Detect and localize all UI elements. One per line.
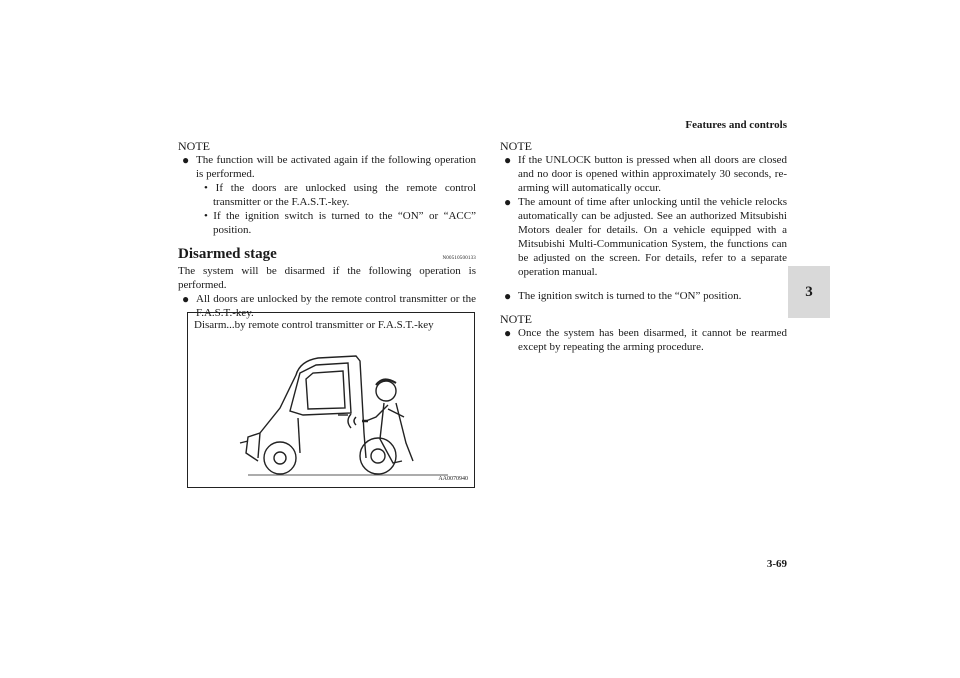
illustration-figure: [187, 312, 475, 488]
note-bullet-text: The function will be activated again if the following operation is performed.: [196, 154, 476, 180]
chapter-tab: 3: [788, 266, 830, 318]
bullet-icon: ●: [182, 292, 190, 306]
section-code: N00510500133: [442, 256, 476, 261]
note-bullet: [500, 326, 787, 354]
bullet-icon: ●: [504, 326, 512, 340]
note-bullet-text: Once the system has been disarmed, it cannot be rearmed except by repeating the arming procedure.: [518, 327, 787, 353]
note-bullet-text: The amount of time after unlocking until the vehicle relocks automatically can be adjusted. See an authorized Mitsubishi Motors dealer for details. On a vehicle equipped with a Mitsubishi Multi-Communication System, the functions can be adjusted on the screen. For details, refer to a separate operation manual.: [518, 196, 787, 278]
note-label: NOTE: [500, 139, 532, 153]
list-item: [500, 289, 787, 303]
section-heading-text: Disarmed stage: [178, 246, 277, 262]
bullet-icon: ●: [504, 195, 512, 209]
figure-caption: Disarm...by remote control transmitter or F.A.S.T.-key: [194, 319, 434, 331]
page-header-title: Features and controls: [685, 119, 787, 131]
left-column: [178, 140, 476, 320]
figure-code: AA0070940: [438, 476, 468, 482]
sub-item: • If the ignition switch is turned to the “ON” or “ACC” position.: [204, 210, 476, 236]
bullet-icon: ●: [504, 153, 512, 167]
note-bullet: [178, 153, 476, 181]
note-label: NOTE: [500, 312, 532, 326]
sub-item: • If the doors are unlocked using the remote control transmitter or the F.A.S.T.-key.: [204, 182, 476, 208]
note-bullet-text: If the UNLOCK button is pressed when all doors are closed and no door is opened within approximately 30 seconds, re-arming will automatically occur.: [518, 154, 787, 194]
page-number: 3-69: [766, 558, 787, 570]
list-item-text: The ignition switch is turned to the “ON” position.: [518, 290, 742, 302]
note-bullet: [500, 195, 787, 279]
note-label: NOTE: [178, 139, 210, 153]
section-heading: [178, 246, 476, 263]
right-column: [500, 140, 787, 354]
bullet-icon: ●: [182, 153, 190, 167]
body-paragraph: The system will be disarmed if the following operation is performed.: [178, 265, 476, 291]
note-bullet: [500, 153, 787, 195]
list-item-text: All doors are unlocked by the remote control transmitter or the F.A.S.T.-key.: [196, 293, 476, 319]
car-unlock-illustration: [188, 313, 476, 489]
bullet-icon: ●: [504, 289, 512, 303]
